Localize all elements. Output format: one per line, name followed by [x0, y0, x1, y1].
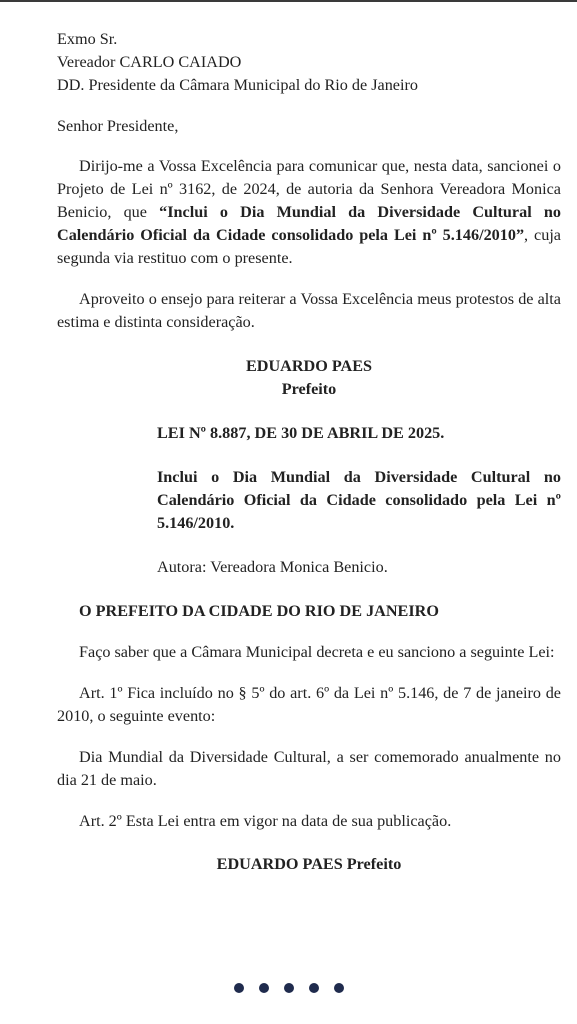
separator-dot — [234, 983, 244, 993]
signature-block-2 — [57, 853, 561, 876]
signer-role: Prefeito — [281, 380, 337, 398]
greeting: Senhor Presidente, — [57, 117, 179, 135]
law-article-1: Art. 1º Fica incluído no § 5º do art. 6º da Lei nº 5.146, de 7 de janeiro de 2010, o seguinte evento: — [57, 684, 561, 725]
document-body — [57, 28, 561, 876]
signature-block — [57, 355, 561, 401]
addressee-line: Vereador CARLO CAIADO — [57, 53, 242, 71]
law-author: Autora: Vereadora Monica Benicio. — [157, 558, 388, 576]
separator-dot — [259, 983, 269, 993]
law-title: LEI Nº 8.887, DE 30 DE ABRIL DE 2025. — [157, 424, 445, 442]
signer-name: EDUARDO PAES — [245, 357, 373, 375]
law-enacting-heading: O PREFEITO DA CIDADE DO RIO DE JANEIRO — [79, 602, 439, 620]
bill-title-quote: “Inclui o Dia Mundial da Diversidade Cultural no Calendário Oficial da Cidade consolidado pela Lei nº 5.146/2010” — [57, 203, 561, 244]
section-separator-dots — [0, 983, 577, 993]
addressee-block — [57, 28, 561, 97]
law-event: Dia Mundial da Diversidade Cultural, a ser comemorado anualmente no dia 21 de maio. — [57, 748, 561, 789]
law-article-2: Art. 2º Esta Lei entra em vigor na data de sua publicação. — [79, 812, 452, 830]
separator-dot — [284, 983, 294, 993]
separator-dot — [309, 983, 319, 993]
law-intro: Faço saber que a Câmara Municipal decreta e eu sanciono a seguinte Lei: — [79, 643, 555, 661]
message-paragraph-2: Aproveito o ensejo para reiterar a Vossa Excelência meus protestos de alta estima e distinta consideração. — [57, 290, 561, 331]
signer-role: Prefeito — [346, 855, 402, 873]
message-paragraph-1 — [57, 155, 561, 270]
message-text: Dirijo-me a Vossa Excelência para comunicar que, nesta data, sancionei o Projeto de Lei nº 3162, de 2024, de autoria da Senhora Vereadora Monica Benicio, que — [57, 157, 561, 221]
addressee-line: DD. Presidente da Câmara Municipal do Rio de Janeiro — [57, 76, 418, 94]
law-ementa: Inclui o Dia Mundial da Diversidade Cultural no Calendário Oficial da Cidade consolidado pela Lei nº 5.146/2010. — [157, 468, 561, 532]
addressee-line: Exmo Sr. — [57, 30, 118, 48]
top-rule — [0, 0, 577, 2]
signer-name: EDUARDO PAES — [216, 855, 343, 873]
message-text: , cuja segunda via restituo com o presente. — [57, 226, 561, 267]
separator-dot — [334, 983, 344, 993]
